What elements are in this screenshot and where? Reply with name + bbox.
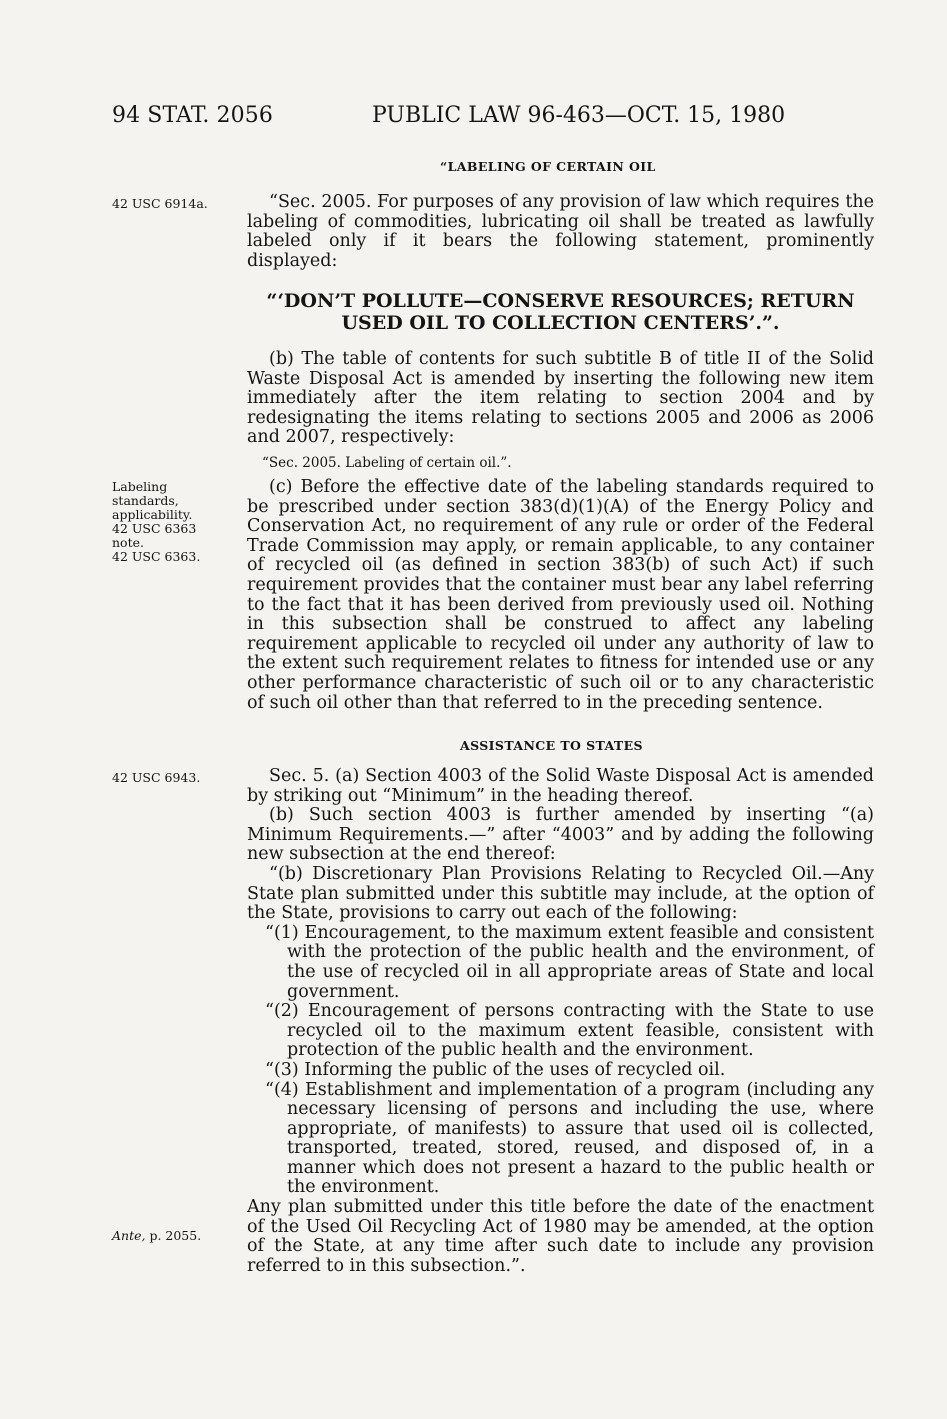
- paragraph-c: [247, 478, 874, 713]
- paragraph-b: [247, 350, 874, 448]
- required-label-statement: “‘DON’T POLLUTE—CONSERVE RESOURCES; RETURN USED OIL TO COLLECTION CENTERS’.”.: [266, 290, 855, 334]
- margin-note-line: standards,: [112, 493, 179, 508]
- section-heading-labeling: “LABELING OF CERTAIN OIL: [440, 159, 656, 174]
- toc-inserted-item: “Sec. 2005. Labeling of certain oil.”.: [262, 455, 512, 471]
- sec-2005-text: “Sec. 2005. For purposes of any provision of law which requires the labeling of commodities, lubricating oil shall be treated as lawfully labeled only if it bears the following statement, prominently displayed:: [247, 192, 874, 271]
- margin-note-line: Labeling: [112, 479, 168, 494]
- statute-page-reference: 94 STAT. 2056: [112, 103, 273, 128]
- list-item-4: “(4) Establishment and implementation of a program (including any necessary licensing of persons and including the use, where appropriate, of manifests) to assure that used oil is collected, transported, treated, stored, reused, and disposed of, in a manner which does not present a hazard to the public health or the environment.: [265, 1079, 874, 1198]
- list-item-2: “(2) Encouragement of persons contracting with the State to use recycled oil to the maximum extent feasible, consistent with protection of the public health and the environment.: [265, 1001, 874, 1061]
- margin-note-ante-italic: Ante,: [112, 1228, 146, 1243]
- margin-note-6943: 42 USC 6943.: [112, 770, 201, 785]
- paragraph-b-text: (b) The table of contents for such subtitle B of title II of the Solid Waste Disposal Act is amended by inserting the following new item immediately after the item relating to section 2004 and by redesignating the items relating to sections 2005 and 2006 as 2006 and 2007, respectively:: [247, 349, 874, 448]
- section-heading-assistance: ASSISTANCE TO STATES: [460, 738, 643, 753]
- margin-note-line: note.: [112, 535, 144, 550]
- sec-5-b-subsection-text: “(b) Discretionary Plan Provisions Relating to Recycled Oil.—Any State plan submitted under this subtitle may include, at the option of the State, provisions to carry out each of the following:: [247, 863, 874, 924]
- section-5-body: [247, 767, 874, 1276]
- running-header-title: PUBLIC LAW 96-463—OCT. 15, 1980: [372, 103, 786, 128]
- sec-2005-paragraph: [247, 193, 874, 271]
- margin-note-ante-page: p. 2055.: [145, 1228, 202, 1243]
- paragraph-c-text: (c) Before the effective date of the labeling standards required to be prescribed under section 383(d)(1)(A) of the Energy Policy and Conservation Act, no requirement of any rule or order of the Federal Trade Commission may apply, or remain applicable, to any container of recycled oil (as defined in section 383(b) of such Act) if such requirement provides that the container must bear any label referring to the fact that it has been derived from previously used oil. Nothing in this subsection shall be construed to affect any labeling requirement applicable to recycled oil under any authority of law to the extent such requirement relates to fitness for intended use or any other performance characteristic of such oil or to any characteristic of such oil other than that referred to in the preceding sentence.: [247, 477, 874, 713]
- margin-note-line: 42 USC 6363.: [112, 549, 201, 564]
- closing-paragraph: Any plan submitted under this title before the date of the enactment of the Used Oil Recycling Act of 1980 may be amended, at the option of the State, at any time after such date to include any provision referred to in this subsection.”.: [247, 1197, 874, 1276]
- list-item-1: “(1) Encouragement, to the maximum extent feasible and consistent with the protection of the public health and the environment, of the use of recycled oil in all appropriate areas of State and local government.: [265, 922, 874, 1002]
- margin-note-line: applicability.: [112, 507, 193, 522]
- margin-note-6914a: 42 USC 6914a.: [112, 196, 208, 211]
- margin-note-line: 42 USC 6363: [112, 521, 197, 536]
- margin-note-labeling: [112, 480, 200, 564]
- margin-note-ante: [112, 1229, 201, 1243]
- sec-5-b-text: (b) Such section 4003 is further amended by inserting “(a) Minimum Requirements.—” after “4003” and by adding the following new subsection at the end thereof:: [247, 805, 874, 865]
- list-item-3: “(3) Informing the public of the uses of recycled oil.: [265, 1059, 726, 1080]
- sec-5-a-text: Sec. 5. (a) Section 4003 of the Solid Waste Disposal Act is amended by striking out “Minimum” in the heading thereof.: [247, 766, 874, 806]
